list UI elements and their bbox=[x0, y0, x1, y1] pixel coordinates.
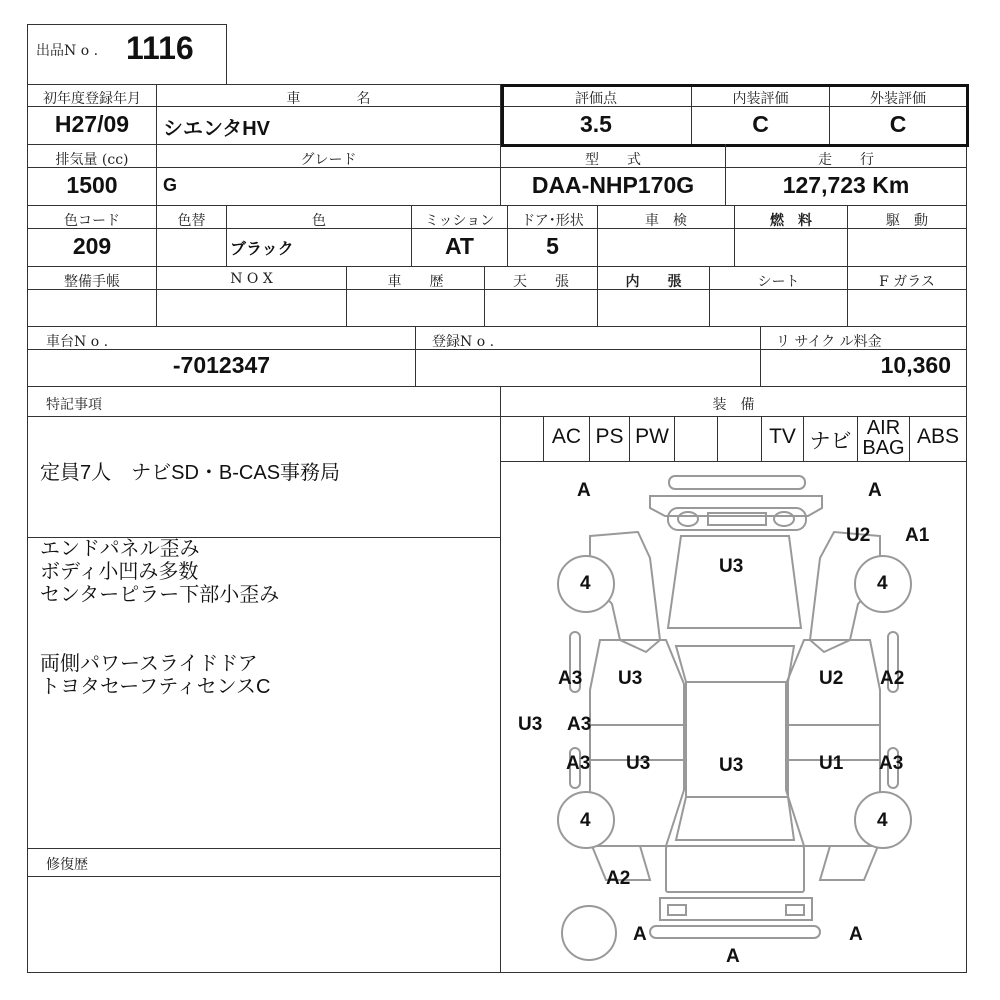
damage-mark: U3 bbox=[719, 556, 744, 577]
damage-mark: A3 bbox=[566, 753, 591, 774]
color-value: ブラック bbox=[230, 241, 294, 258]
displacement-value: 1500 bbox=[66, 172, 118, 198]
car-name-value: シエンタHV bbox=[163, 118, 270, 140]
drive-label: 駆 動 bbox=[886, 213, 928, 229]
inspection-label: 車 検 bbox=[645, 213, 687, 229]
score-label: 評価点 bbox=[575, 91, 617, 107]
first-reg-value: H27/09 bbox=[54, 111, 130, 137]
score-value: 3.5 bbox=[580, 111, 612, 137]
equipment-airbag: AIR BAG bbox=[862, 417, 905, 459]
spare-tire bbox=[562, 906, 616, 960]
damage-mark: A bbox=[726, 946, 740, 967]
recycle-label: リ サイク ル料金 bbox=[776, 334, 882, 350]
grade-label: グレード bbox=[300, 152, 357, 168]
displacement-label: 排気量 (cc) bbox=[55, 152, 129, 168]
seat-label: シート bbox=[757, 274, 800, 290]
model-label: 型 式 bbox=[585, 152, 641, 168]
damage-mark: A2 bbox=[880, 668, 905, 689]
equipment-label: 装 備 bbox=[712, 397, 755, 413]
damage-mark: A bbox=[633, 924, 647, 945]
damage-mark: U3 bbox=[518, 714, 543, 735]
maintenance-label: 整備手帳 bbox=[64, 274, 120, 290]
first-reg-label: 初年度登録年月 bbox=[43, 91, 141, 107]
equipment-ac: AC bbox=[551, 425, 582, 448]
damage-mark: U2 bbox=[819, 668, 844, 689]
damage-mark: A bbox=[868, 480, 882, 501]
glass-label: F ガラス bbox=[879, 274, 935, 290]
model-value: DAA-NHP170G bbox=[531, 172, 695, 198]
grade-value: G bbox=[163, 175, 178, 195]
damage-mark: 4 bbox=[877, 810, 888, 831]
damage-mark: A1 bbox=[905, 525, 930, 546]
equipment-abs: ABS bbox=[916, 425, 960, 448]
damage-mark: A3 bbox=[558, 668, 583, 689]
special-notes-line1: 定員7人 ナビSD・B-CAS事務局 bbox=[40, 462, 341, 484]
damage-mark: U3 bbox=[719, 755, 744, 776]
door-label: ドア･形状 bbox=[521, 213, 584, 229]
damage-mark: A bbox=[577, 480, 591, 501]
interior-value: C bbox=[752, 111, 769, 137]
damage-mark: 4 bbox=[580, 810, 591, 831]
mission-label: ミッション bbox=[424, 213, 495, 229]
damage-mark: 4 bbox=[877, 573, 888, 594]
mission-value: AT bbox=[445, 233, 474, 259]
damage-mark: A3 bbox=[567, 714, 592, 735]
exterior-value: C bbox=[889, 111, 907, 137]
damage-mark: A bbox=[849, 924, 863, 945]
lot-number: 1116 bbox=[126, 30, 194, 66]
car-name-label: 車 名 bbox=[286, 91, 371, 107]
color-code-label: 色コード bbox=[64, 213, 120, 229]
fuel-label: 燃 料 bbox=[770, 213, 812, 229]
special-notes-block: エンドパネル歪み ボディ小凹み多数 センターピラー下部小歪み 両側パワースライドドア トヨタセーフティセンスC bbox=[40, 538, 280, 698]
chassis-value: -7012347 bbox=[172, 352, 271, 378]
interior-label: 内装評価 bbox=[732, 91, 789, 107]
recycle-value: 10,360 bbox=[880, 352, 951, 378]
damage-mark: A3 bbox=[879, 753, 904, 774]
history-label: 車 歴 bbox=[387, 274, 444, 290]
door-value: 5 bbox=[546, 233, 559, 259]
chassis-label: 車台N o . bbox=[46, 334, 109, 350]
nox-label: N O X bbox=[230, 271, 273, 287]
damage-mark: U3 bbox=[618, 668, 643, 689]
color-change-label: 色替 bbox=[177, 213, 206, 229]
lot-label: 出品N o . bbox=[36, 43, 99, 59]
equipment-navi: ナビ bbox=[809, 430, 852, 453]
roof-label: 天 張 bbox=[513, 274, 569, 290]
color-label: 色 bbox=[312, 213, 326, 229]
damage-mark: U1 bbox=[819, 753, 844, 774]
interior-trim-label: 内 張 bbox=[625, 274, 682, 290]
equipment-tv: TV bbox=[769, 425, 796, 448]
special-notes-label: 特記事項 bbox=[46, 397, 102, 413]
damage-mark: A2 bbox=[606, 868, 631, 889]
equipment-pw: PW bbox=[635, 425, 669, 448]
repair-history-label: 修復歴 bbox=[46, 857, 88, 873]
mileage-label: 走 行 bbox=[818, 152, 874, 168]
mileage-value: 127,723 Km bbox=[782, 172, 910, 198]
damage-mark: U3 bbox=[626, 753, 651, 774]
exterior-label: 外装評価 bbox=[870, 91, 926, 107]
color-code-value: 209 bbox=[72, 233, 112, 259]
registration-label: 登録N o . bbox=[432, 334, 495, 350]
damage-mark: 4 bbox=[580, 573, 591, 594]
equipment-ps: PS bbox=[595, 425, 624, 448]
damage-mark: U2 bbox=[846, 525, 871, 546]
